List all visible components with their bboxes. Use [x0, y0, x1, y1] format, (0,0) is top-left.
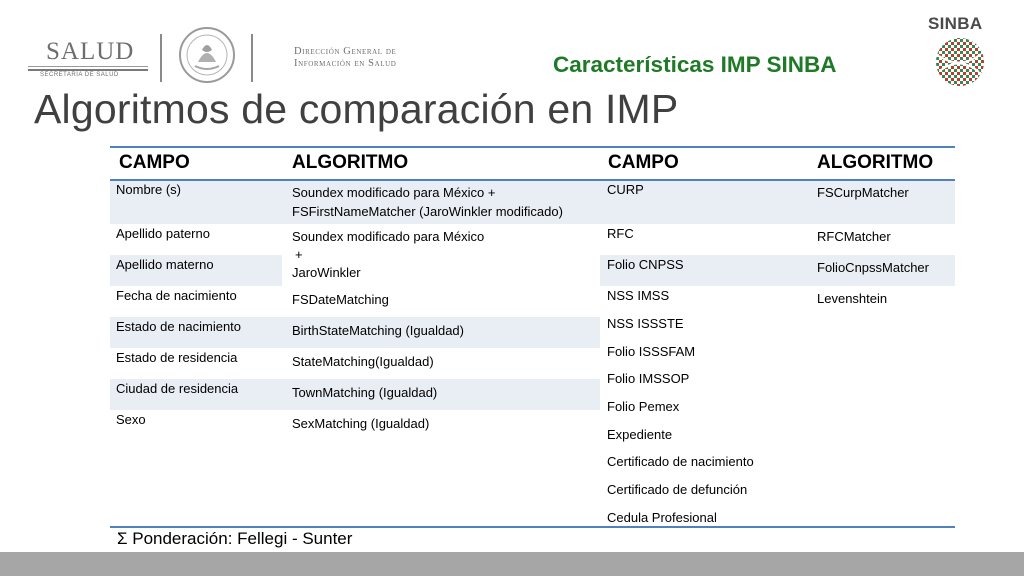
header-campo-right: CAMPO: [608, 152, 679, 173]
left-campo-cell: Sexo: [116, 412, 146, 427]
slide-title: Algoritmos de comparación en IMP: [34, 86, 679, 132]
salud-logo-rule: [28, 66, 148, 67]
weighting-note: Σ Ponderación: Fellegi - Sunter: [117, 529, 353, 548]
right-campo-cell: Expediente: [607, 427, 673, 442]
left-campo-cell: Estado de nacimiento: [116, 319, 242, 334]
left-campo-cell: Fecha de nacimiento: [116, 288, 237, 303]
right-campo-cell: Folio Pemex: [607, 399, 680, 414]
right-campo-cell: Certificado de nacimiento: [607, 454, 754, 469]
left-algoritmo-cell: +: [295, 247, 303, 262]
left-algoritmo-cell: Soundex modificado para México: [292, 229, 485, 244]
left-campo-cell: Nombre (s): [116, 182, 182, 197]
left-algoritmo-cell: BirthStateMatching (Igualdad): [292, 323, 464, 338]
right-campo-cell: NSS IMSS: [607, 288, 670, 303]
mexico-seal-icon: [178, 26, 236, 84]
right-campo-cell: Certificado de defunción: [607, 482, 748, 497]
bottom-bar: [0, 552, 1024, 576]
dgis-logo-line1: Dirección General de: [294, 46, 397, 57]
sinba-globe-icon: [933, 36, 987, 90]
left-algoritmo-cell: TownMatching (Igualdad): [292, 385, 438, 400]
header-campo-left: CAMPO: [119, 152, 190, 173]
right-campo-cell: Folio IMSSOP: [607, 371, 690, 386]
header-algoritmo-right: ALGORITMO: [817, 152, 934, 173]
salud-logo-subtext: SECRETARÍA DE SALUD: [40, 72, 119, 78]
left-algoritmo-cell: SexMatching (Igualdad): [292, 416, 430, 431]
right-campo-cell: Cedula Profesional: [607, 510, 717, 525]
comparison-table: [110, 146, 955, 528]
right-campo-cell: Folio CNPSS: [607, 257, 684, 272]
header-divider: [160, 34, 162, 82]
table-top-rule: [110, 146, 955, 148]
right-campo-cell: NSS ISSSTE: [607, 316, 684, 331]
sinba-logo-text: SINBA: [928, 14, 983, 33]
slide-subtitle: Características IMP SINBA: [553, 52, 837, 77]
right-algoritmo-cell: FSCurpMatcher: [817, 185, 909, 200]
left-algoritmo-cell: JaroWinkler: [292, 265, 361, 280]
left-campo-cell: Apellido materno: [116, 257, 214, 272]
salud-logo: [28, 38, 148, 80]
header-algoritmo-left: ALGORITMO: [292, 152, 409, 173]
left-algoritmo-cell: FSDateMatching: [292, 292, 389, 307]
right-algoritmo-cell: RFCMatcher: [817, 229, 891, 244]
right-campo-cell: CURP: [607, 182, 644, 197]
dgis-logo-line2: Información en Salud: [294, 58, 397, 69]
table-bottom-rule: [110, 526, 955, 528]
left-algoritmo-cell: StateMatching(Igualdad): [292, 354, 434, 369]
left-campo-cell: Estado de residencia: [116, 350, 238, 365]
left-campo-cell: Apellido paterno: [116, 226, 210, 241]
salud-logo-rule-bold: [28, 69, 148, 71]
right-algoritmo-cell: FolioCnpssMatcher: [817, 260, 929, 275]
dgis-logo: [294, 46, 396, 70]
header-divider: [251, 34, 253, 82]
left-algoritmo-cell: FSFirstNameMatcher (JaroWinkler modificado): [292, 204, 563, 219]
right-campo-cell: RFC: [607, 226, 634, 241]
left-campo-cell: Ciudad de residencia: [116, 381, 239, 396]
salud-logo-text: SALUD: [46, 38, 135, 65]
left-algoritmo-cell: Soundex modificado para México +: [292, 185, 496, 200]
right-algoritmo-cell: Levenshtein: [817, 291, 888, 306]
right-campo-cell: Folio ISSSFAM: [607, 344, 696, 359]
